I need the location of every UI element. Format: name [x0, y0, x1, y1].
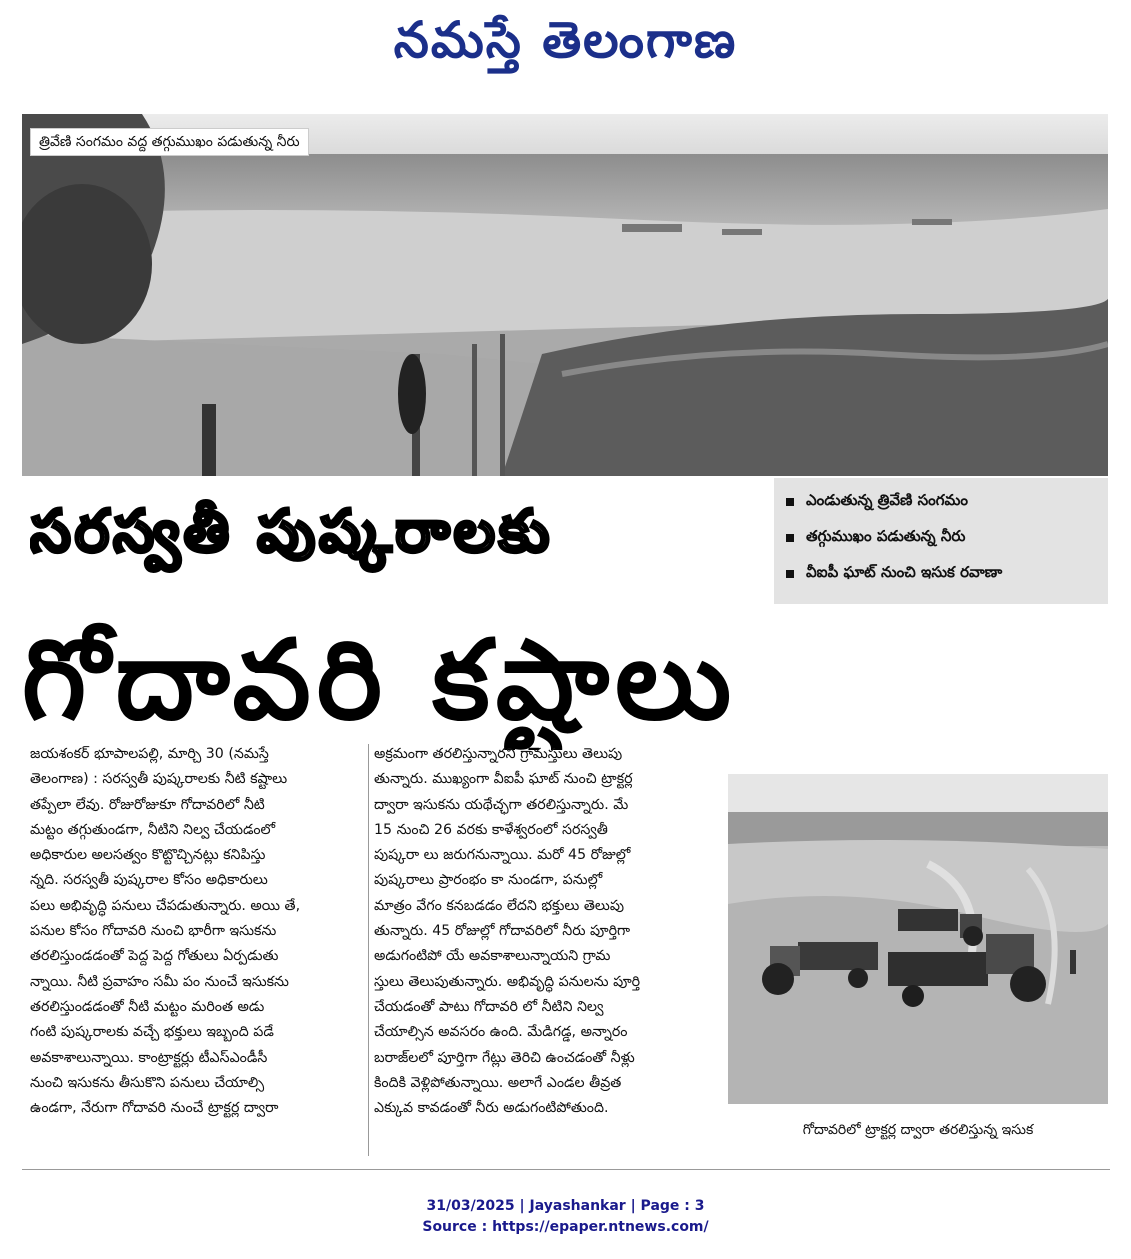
article-column-2 [374, 742, 710, 1121]
body-line: తున్నారు. 45 రోజుల్లో గోదావరిలో నీరు పూర్తిగా [374, 923, 631, 940]
body-line: తెలంగాణ) : సరస్వతీ పుష్కరాలకు నీటి కష్టాలు [30, 771, 288, 788]
headline-line1: సరస్వతీ పుష్కరాలకు [30, 497, 554, 565]
footer-divider [22, 1169, 1110, 1170]
bullet-square-icon [786, 534, 794, 542]
body-line: మట్టం తగ్గుతుండగా, నీటిని నిల్వ చేయడంలో [30, 821, 276, 838]
page-footer [0, 1196, 1131, 1238]
body-line: పనుల కోసం గోదావరి నుంచి భారీగా ఇసుకను [30, 923, 277, 940]
body-line: పుష్కరాలు ప్రారంభం కా నుండగా, పనుల్లో [374, 872, 603, 889]
body-line: అవకాశాలున్నాయి. కాంట్రాక్టర్లు టీఎస్ఎండీసీ [30, 1049, 268, 1066]
body-line: గంటి పుష్కరాలకు వచ్చే భక్తులు ఇబ్బంది పడే [30, 1024, 274, 1041]
highlight-item [774, 484, 1108, 520]
body-line: ద్వారా ఇసుకను యథేచ్ఛగా తరలిస్తున్నారు. మే [374, 796, 629, 813]
body-line: తరలిస్తుండడంతో నీటి మట్టం మరింత అడు [30, 998, 265, 1015]
body-line: 15 నుంచి 26 వరకు కాళేశ్వరంలో సరస్వతీ [374, 821, 608, 838]
body-line: పుష్కరా లు జరుగనున్నాయి. మరో 45 రోజుల్లో [374, 847, 631, 864]
body-line: న్నది. సరస్వతీ పుష్కరాల కోసం అధికారులు [30, 872, 268, 889]
photo-caption-side: గోదావరిలో ట్రాక్టర్ల ద్వారా తరలిస్తున్న ఇసుక [802, 1122, 1034, 1138]
masthead-logo: నమస్తే తెలంగాణ [393, 11, 738, 69]
body-line: బరాజ్‌లలో పూర్తిగా గేట్లు తెరిచి ఉంచడంతో నీళ్లు [374, 1049, 635, 1066]
river-photo [22, 114, 1108, 476]
photo-caption-top: త్రివేణి సంగమం వద్ద తగ్గుముఖం పడుతున్న నీరు [30, 128, 309, 156]
body-line: ఉండగా, నేరుగా గోదావరి నుంచే ట్రాక్టర్ల ద్వారా [30, 1100, 279, 1117]
body-line: అక్రమంగా తరలిస్తున్నారని గ్రామస్తులు తెలుపు [374, 746, 623, 762]
body-line: స్తులు తెలుపుతున్నారు. అభివృద్ధి పనులను పూర్తి [374, 973, 641, 990]
footer-source-link[interactable]: Source : https://epaper.ntnews.com/ [422, 1219, 709, 1235]
column-divider [368, 744, 369, 1156]
body-line: అధికారుల అలసత్వం కొట్టొచ్చినట్లు కనిపిస్తు [30, 847, 266, 864]
highlight-text: ఎండుతున్న త్రివేణి సంగమం [806, 491, 968, 509]
body-line: చేయడంతో పాటు గోదావరి లో నీటిని నిల్వ [374, 998, 604, 1015]
body-line: ఎక్కువ కావడంతో నీరు అడుగంటిపోతుంది. [374, 1100, 609, 1117]
body-line: కిందికి వెళ్లిపోతున్నాయి. అలాగే ఎండల తీవ్రత [374, 1074, 622, 1091]
body-line: చేయాల్సిన అవసరం ఉంది. మేడిగడ్డ, అన్నారం [374, 1024, 628, 1041]
body-line: తరలిస్తుండడంతో పెద్ద పెద్ద గోతులు ఏర్పడుతు [30, 948, 279, 965]
body-line: పలు అభివృద్ధి పనులు చేపడుతున్నారు. అయి తే, [30, 897, 301, 914]
highlight-text: తగ్గుముఖం పడుతున్న నీరు [806, 527, 966, 545]
body-line: న్నాయి. నీటి ప్రవాహం సమీ పం నుంచే ఇసుకను [30, 973, 289, 990]
footer-date-page: 31/03/2025 | Jayashankar | Page : 3 [426, 1198, 705, 1214]
body-line: తప్పేలా లేవు. రోజురోజుకూ గోదావరిలో నీటి [30, 796, 265, 813]
article-column-1 [30, 742, 366, 1121]
body-line: మాత్రం వేగం కనబడడం లేదని భక్తులు తెలుపు [374, 897, 625, 914]
bullet-square-icon [786, 570, 794, 578]
highlight-item [774, 556, 1108, 592]
highlights-box [774, 478, 1108, 604]
body-line: అడుగంటిపో యే అవకాశాలున్నాయని గ్రామ [374, 948, 611, 965]
body-line: జయశంకర్ భూపాలపల్లి, మార్చి 30 (నమస్తే [30, 746, 269, 762]
headline-line2: గోదావరి కష్టాలు [22, 616, 738, 744]
highlight-text: వీఐపీ ఘాట్ నుంచి ఇసుక రవాణా [806, 563, 1003, 581]
body-line: నుంచి ఇసుకను తీసుకొని పనులు చేయాల్సి [30, 1074, 265, 1091]
tractors-photo [728, 774, 1108, 1104]
highlight-item [774, 520, 1108, 556]
bullet-square-icon [786, 498, 794, 506]
body-line: తున్నారు. ముఖ్యంగా వీఐపీ ఘాట్ నుంచి ట్రాక్టర్ల [374, 771, 633, 788]
